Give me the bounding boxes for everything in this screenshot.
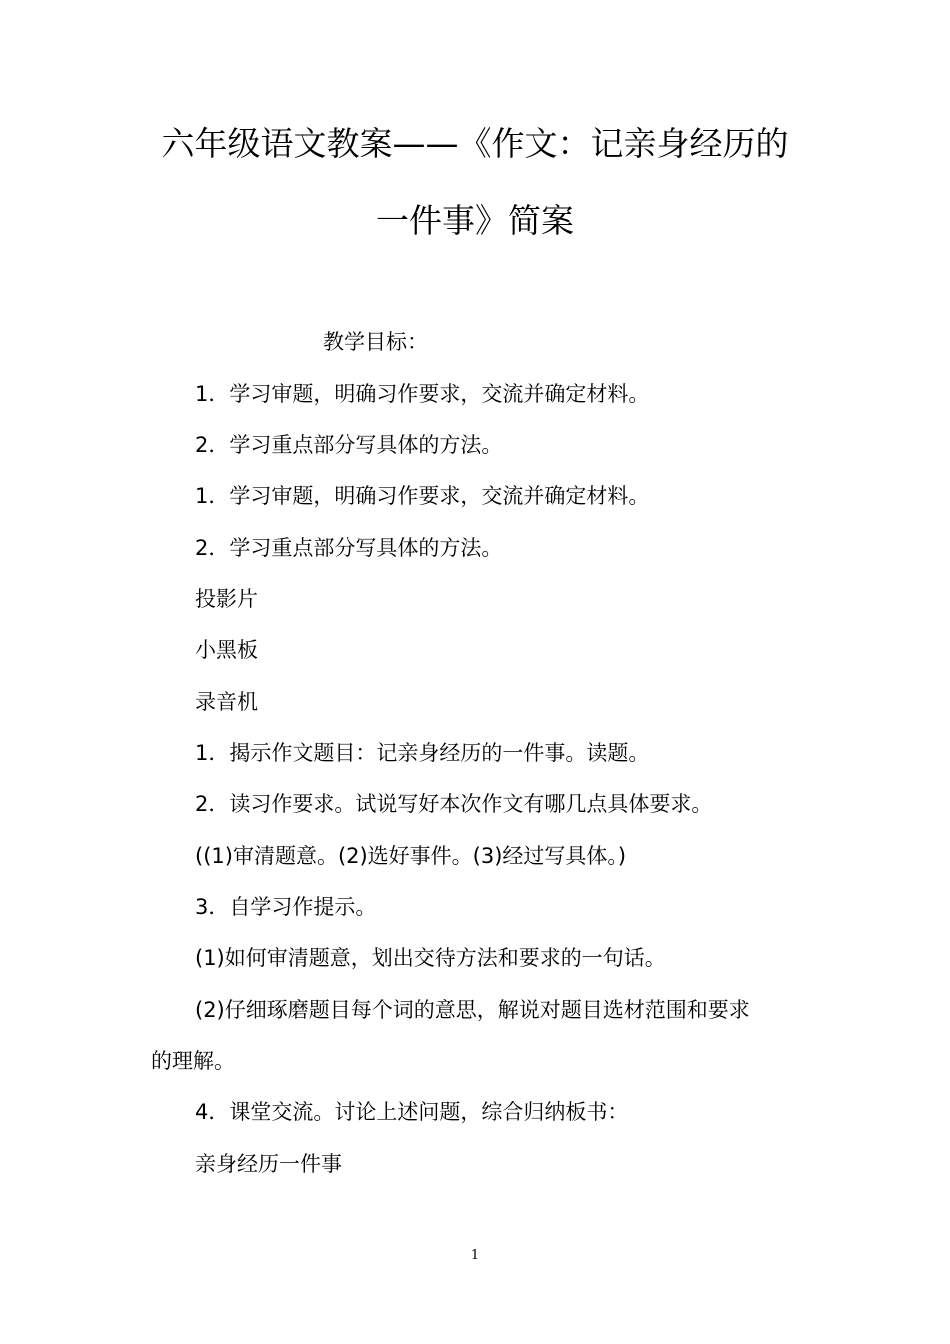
document-title-line-1: 六年级语文教案——《作文：记亲身经历的 [161, 124, 789, 163]
paragraph: 4．课堂交流。讨论上述问题，综合归纳板书： [195, 1100, 629, 1124]
paragraph: 3．自学习作提示。 [195, 895, 377, 919]
paragraph: (1)如何审清题意，划出交待方法和要求的一句话。 [195, 946, 666, 970]
paragraph: (2)仔细琢磨题目每个词的意思，解说对题目选材范围和要求 [195, 998, 750, 1022]
paragraph: 2．读习作要求。试说写好本次作文有哪几点具体要求。 [195, 792, 713, 816]
document-title-line-2: 一件事》简案 [376, 201, 574, 240]
paragraph: 2．学习重点部分写具体的方法。 [195, 536, 503, 560]
paragraph: 录音机 [195, 690, 258, 714]
paragraph-continuation: 的理解。 [151, 1049, 235, 1073]
paragraph: 亲身经历一件事 [195, 1152, 342, 1176]
paragraph: ((1)审清题意。(2)选好事件。(3)经过写具体。) [195, 844, 627, 868]
paragraph: 1．学习审题，明确习作要求，交流并确定材料。 [195, 382, 650, 406]
section-heading-teaching-goals: 教学目标： [323, 330, 428, 354]
paragraph: 小黑板 [195, 638, 258, 662]
paragraph: 投影片 [195, 587, 258, 611]
page-number: 1 [470, 1248, 480, 1263]
paragraph: 1．揭示作文题目：记亲身经历的一件事。读题。 [195, 741, 650, 765]
paragraph: 2．学习重点部分写具体的方法。 [195, 433, 503, 457]
paragraph: 1．学习审题，明确习作要求，交流并确定材料。 [195, 484, 650, 508]
